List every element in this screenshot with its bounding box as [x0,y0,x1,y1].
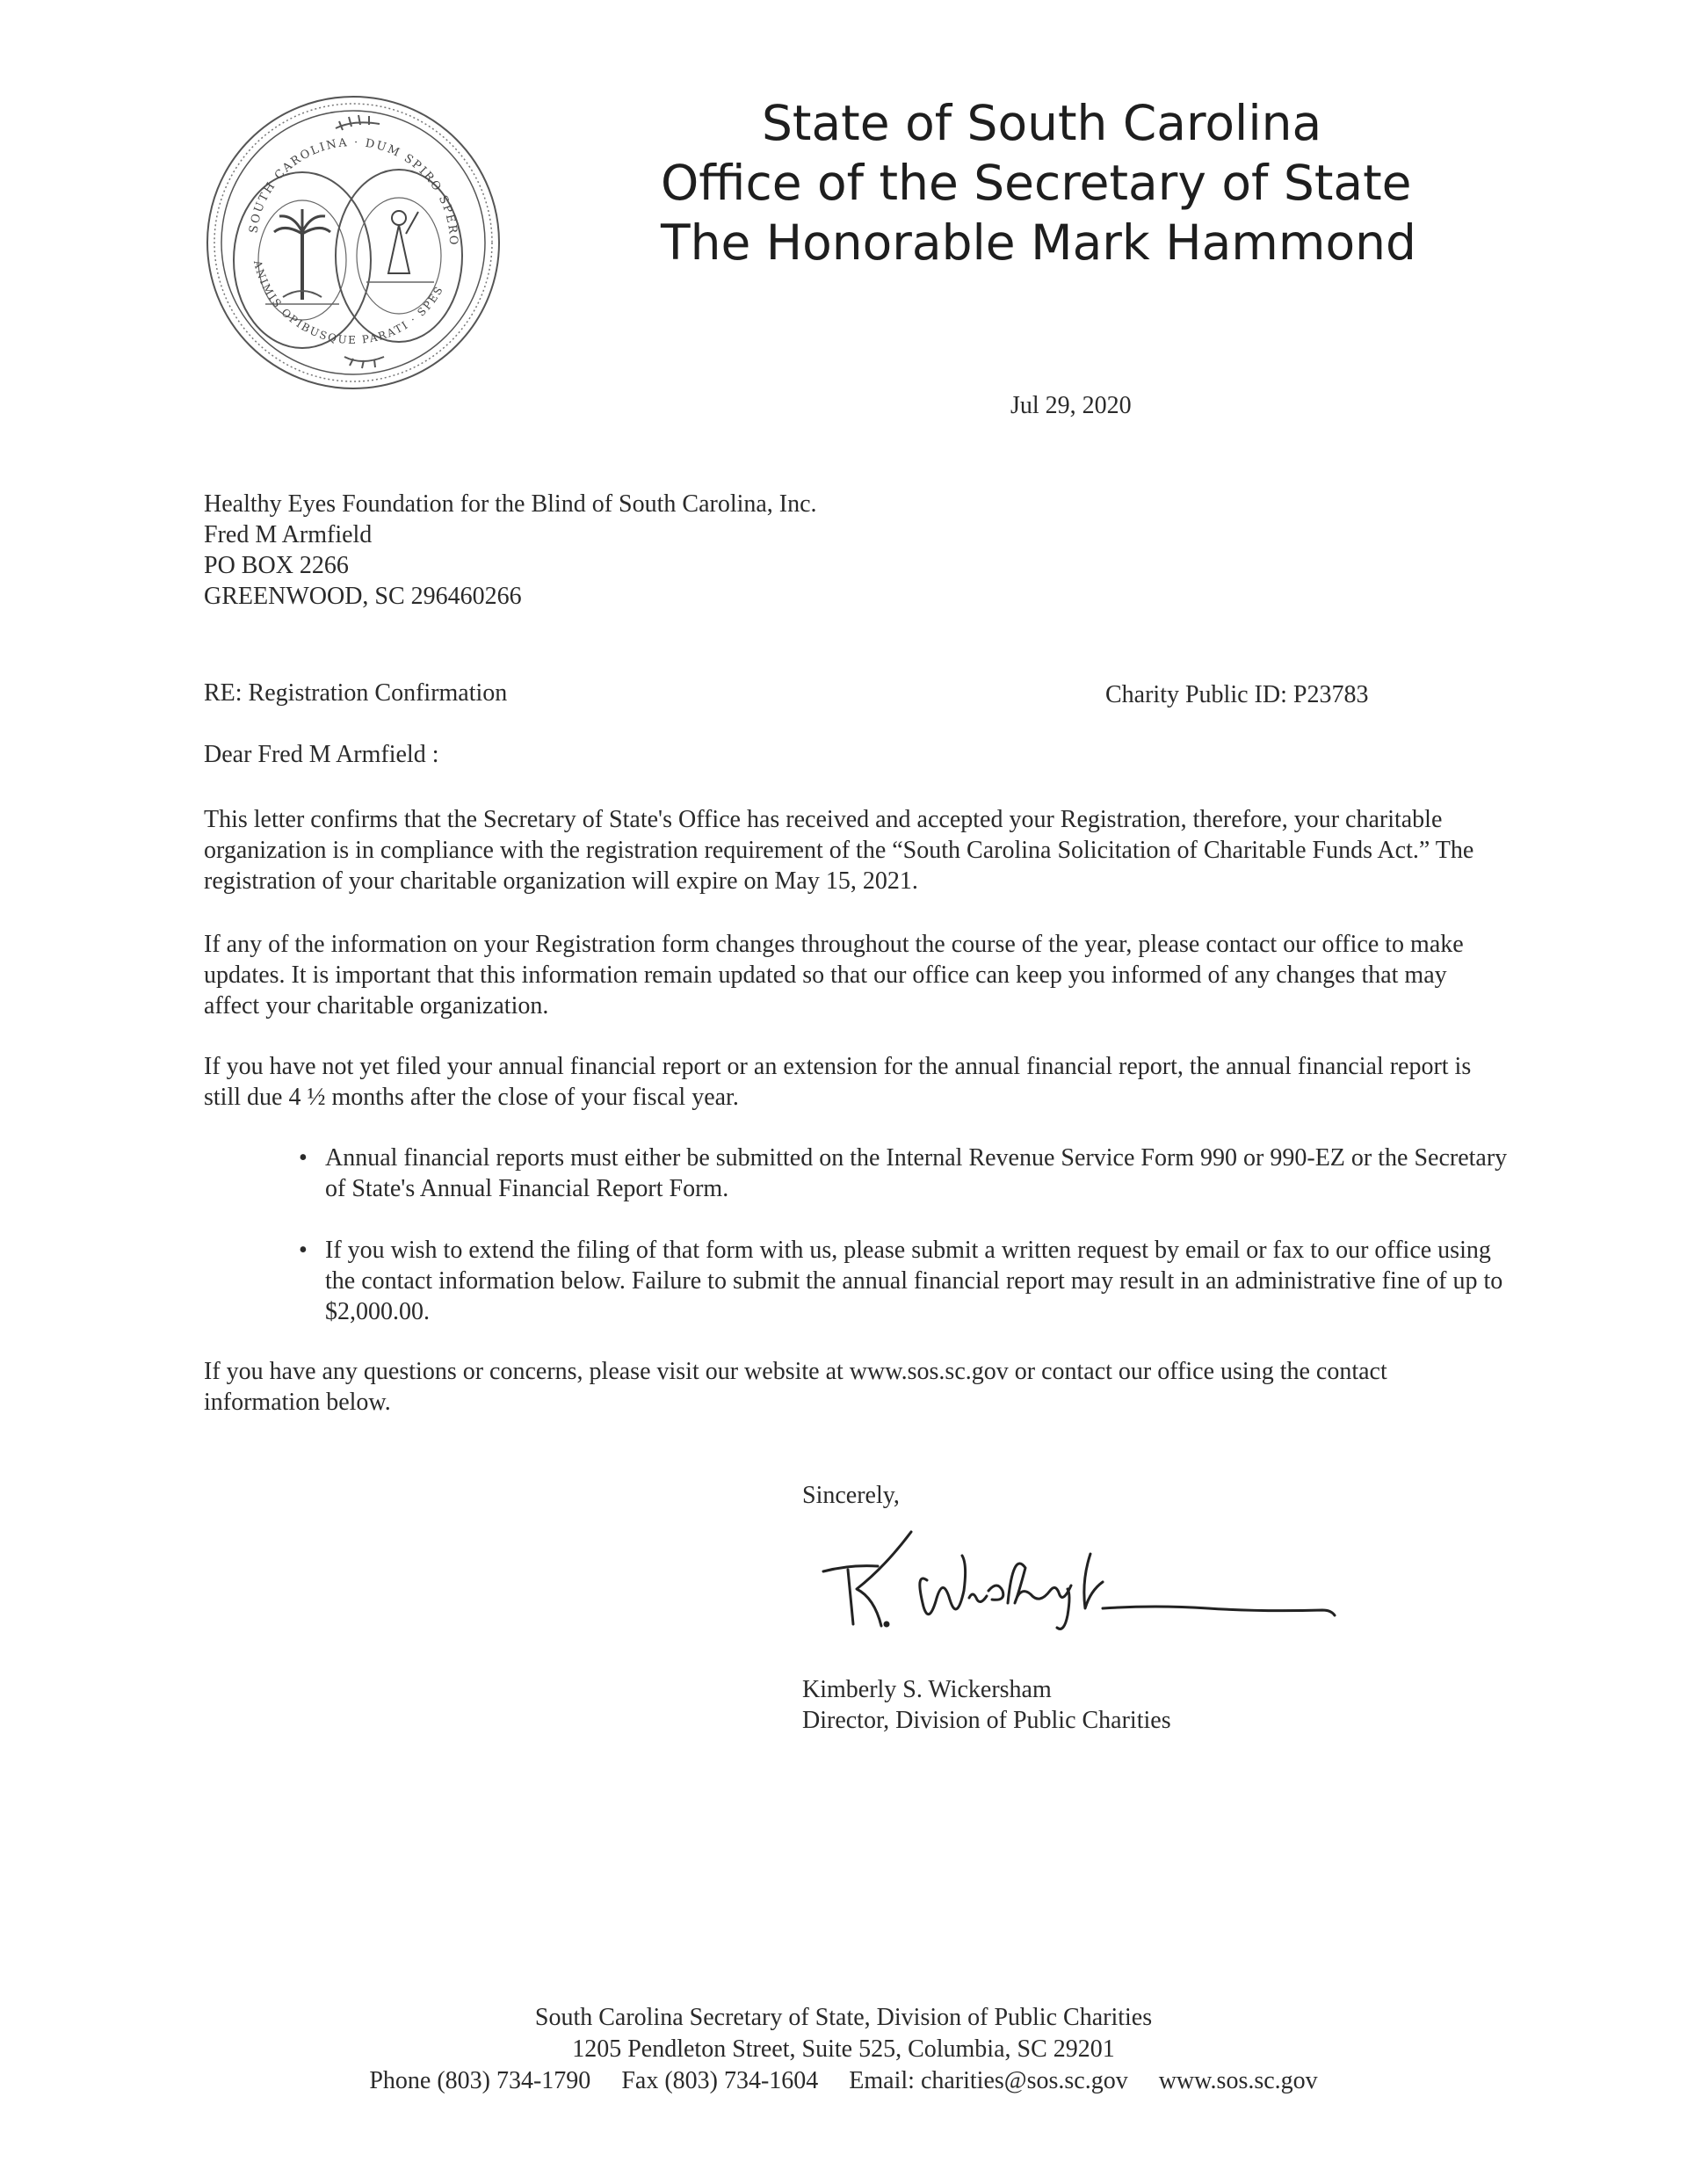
recipient-address-line2: GREENWOOD, SC 296460266 [204,583,522,610]
body-paragraph-financial-report: If you have not yet filed your annual financial report or an extension for the annual financial report, the annual financial report is still due 4 ½ months after the close of your fiscal year. [204,1053,1472,1111]
subject-line: RE: Registration Confirmation [204,679,508,707]
bullet-item-annual-reports [299,1143,1511,1204]
svg-text:SOUTH CAROLINA · DUM SPIRO S: SOUTH CAROLINA · DUM SPIRO SPERO [247,135,460,247]
footer-fax: Fax (803) 734-1604 [621,2067,819,2094]
body-paragraph-questions: If you have any questions or concerns, please visit our website at www.sos.sc.gov or contact our office using the contact information below. [204,1358,1387,1416]
letterhead-secretary: The Honorable Mark Hammond [661,214,1416,271]
footer-website[interactable]: www.sos.sc.gov [1158,2067,1318,2094]
signer-block [802,1674,1171,1736]
footer-address: 1205 Pendleton Street, Suite 525, Columbia, SC 29201 [572,2035,1115,2063]
bullet-icon: • [299,1144,308,1172]
closing: Sincerely, [802,1482,900,1509]
handwritten-signature [813,1519,1358,1651]
footer-phone: Phone (803) 734-1790 [369,2067,591,2094]
footer-division: South Carolina Secretary of State, Division of Public Charities [534,2004,1153,2031]
letterhead-office: Office of the Secretary of State [661,155,1412,211]
bullet-item-extension [299,1235,1511,1327]
recipient-organization: Healthy Eyes Foundation for the Blind of South Carolina, Inc. [204,490,817,518]
footer-email[interactable]: Email: charities@sos.sc.gov [849,2067,1128,2094]
recipient-name: Fred M Armfield [204,521,373,548]
recipient-address [204,489,817,612]
bullet-text: If you wish to extend the filing of that form with us, please submit a written request by email or fax to our office using the contact information below. Failure to submit the annual financial report may result in an administrative fine of up to $2,000.00. [325,1237,1503,1325]
letterhead-state: State of South Carolina [762,95,1322,151]
footer-contact [0,2065,1687,2097]
svg-text:ANIMIS OPIBUSQUE PARATI · SPES: ANIMIS OPIBUSQUE PARATI · SPES [251,258,446,346]
body-paragraph-confirmation: This letter confirms that the Secretary of State's Office has received and accepted your Registration, therefore, your charitable organization is in compliance with the registration requirement of the “South Carolina Solicitation of Charitable Funds Act.” The registration of your charitable organization will expire on May 15, 2021. [204,806,1474,895]
footer [0,2002,1687,2097]
letter-date: Jul 29, 2020 [1010,392,1132,419]
letterhead [661,93,1416,272]
recipient-address-line1: PO BOX 2266 [204,552,349,579]
signer-name: Kimberly S. Wickersham [802,1676,1052,1703]
salutation: Dear Fred M Armfield : [204,741,439,768]
charity-public-id: Charity Public ID: P23783 [1105,681,1369,708]
bullet-text: Annual financial reports must either be submitted on the Internal Revenue Service Form 990 or 990-EZ or the Secretary of State's Annual Financial Report Form. [325,1144,1508,1202]
body-paragraph-updates: If any of the information on your Registration form changes throughout the course of the year, please contact our office to make updates. It is important that this information remain updated so that our office can keep you informed of any changes that may affect your charitable organization. [204,931,1464,1019]
state-seal-icon [204,93,503,392]
signer-title: Director, Division of Public Charities [802,1707,1171,1734]
bullet-icon: • [299,1237,308,1264]
